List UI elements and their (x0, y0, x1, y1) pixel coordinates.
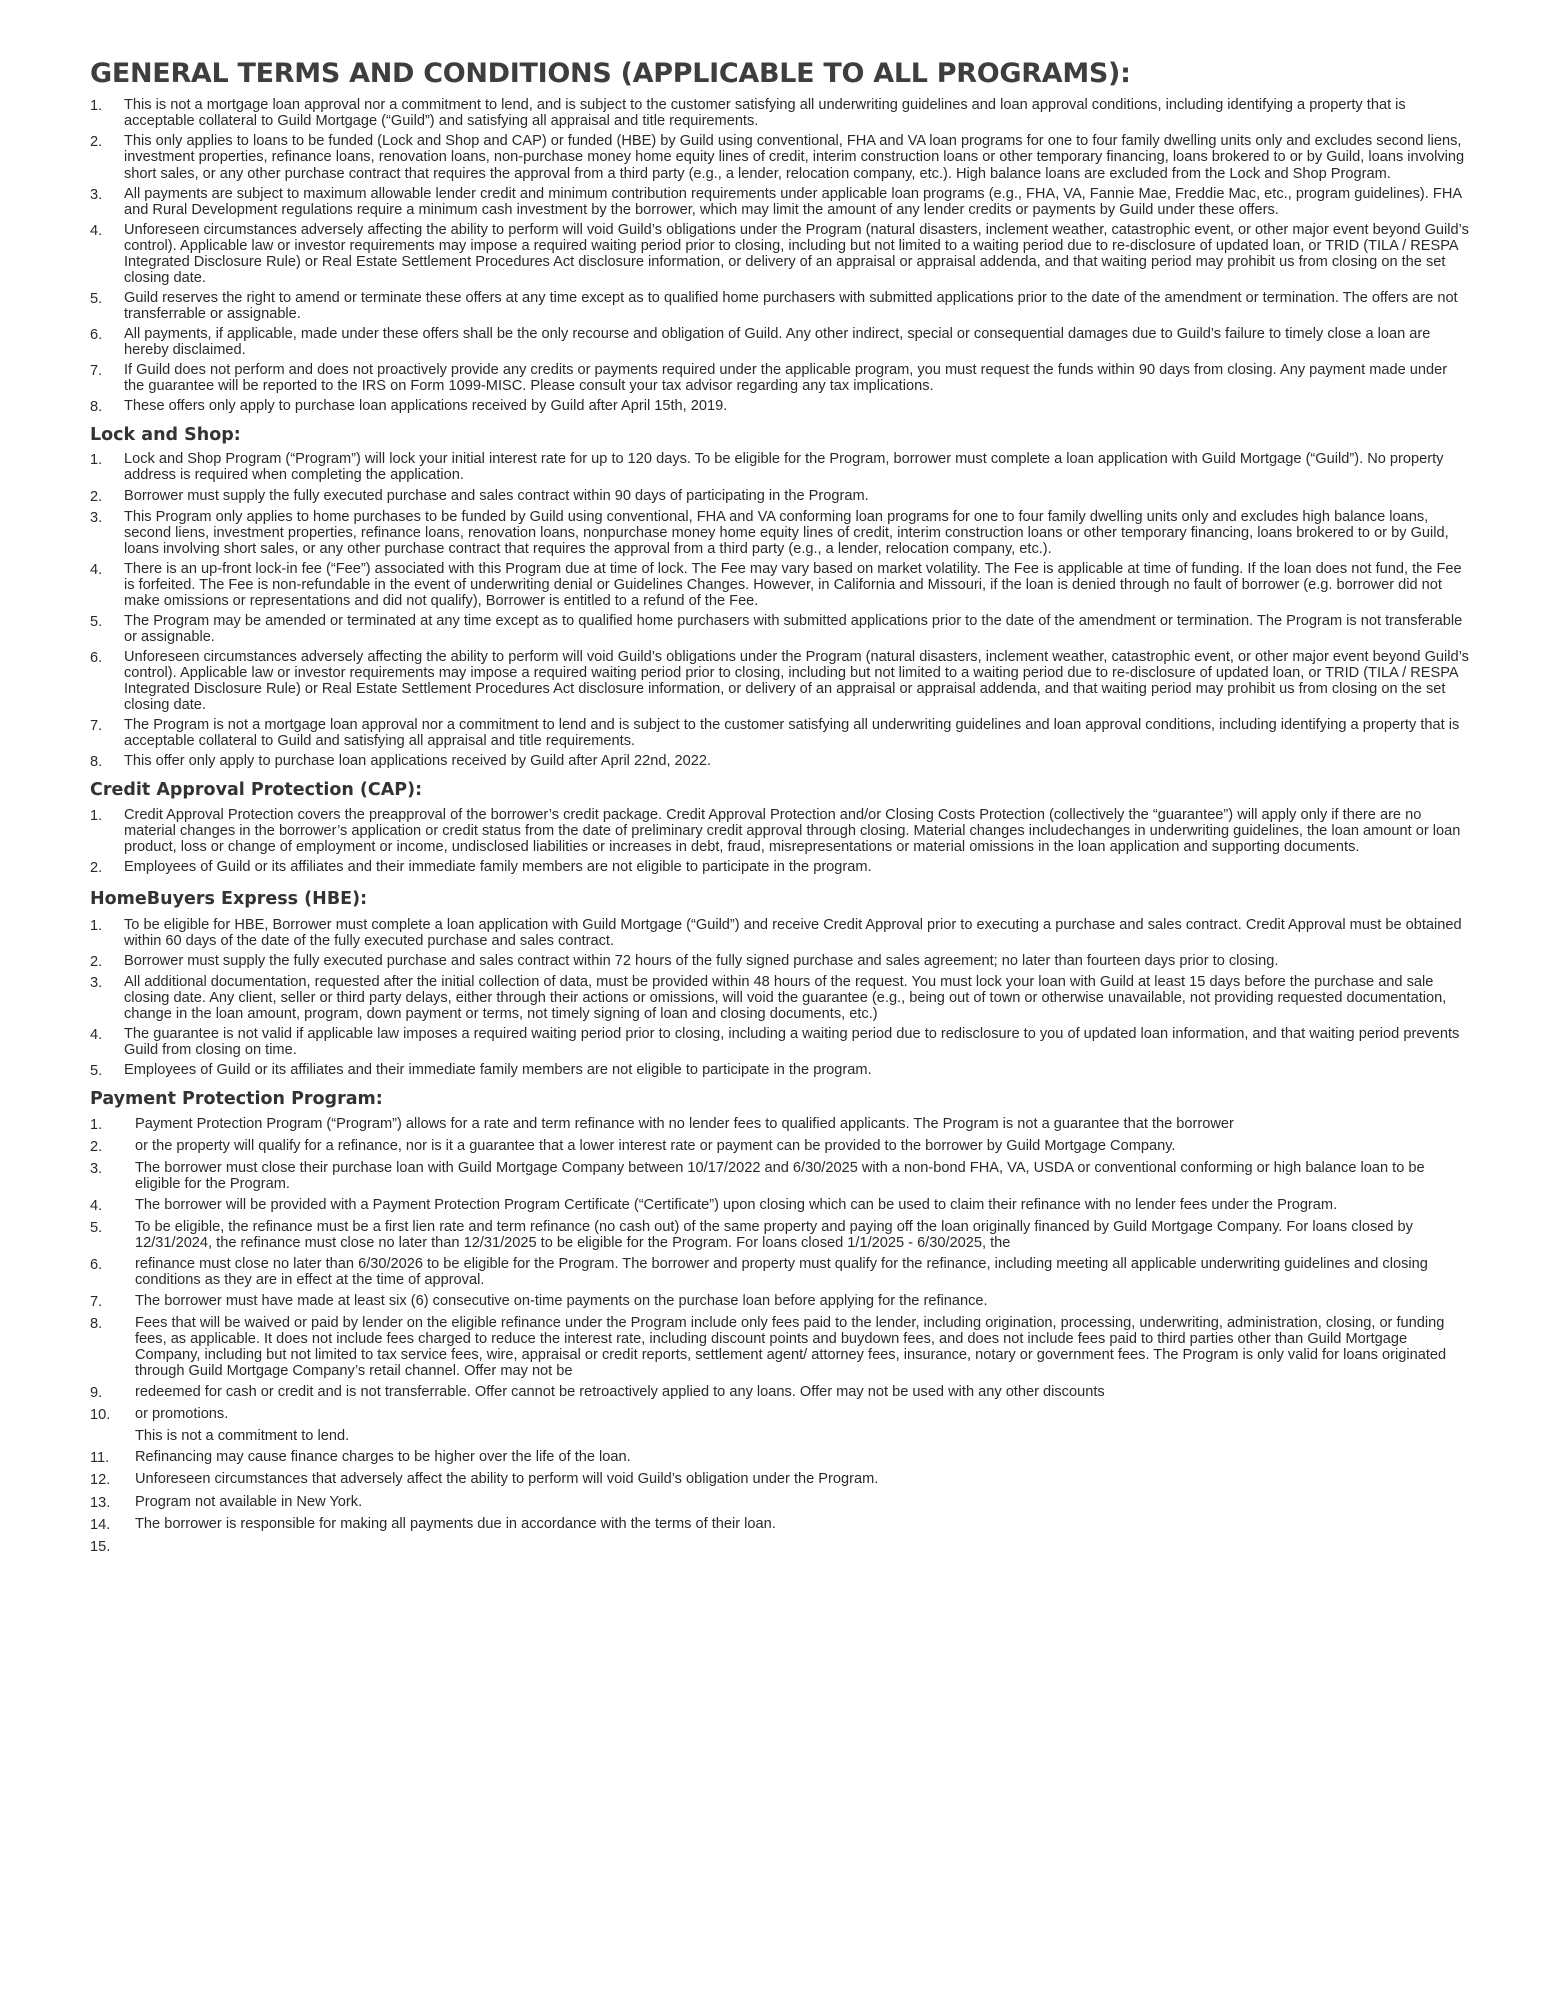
item-number: 2. (90, 134, 103, 151)
item-text: There is an up-front lock-in fee (“Fee”) associated with this Program due at time of lock. The Fee may vary based on market volatility. The Fee is applicable at time of funding. If the loan does not fund, the Fee is forfeited. The Fee is non-refundable in the event of underwriting denial or Guidelines Changes. However, in California and Missouri, if the loan is denied through no fault of borrower (e.g. borrower did not make omissions or representations and did not qualify), Borrower is entitled to a refund of the Fee. (124, 560, 1462, 609)
item-number: 3. (90, 186, 103, 203)
list-item (90, 649, 1470, 713)
item-text: redeemed for cash or credit and is not transferrable. Offer cannot be retroactively applied to any loans. Offer may not be used with any other discounts (135, 1384, 1105, 1401)
list-item (90, 451, 1470, 483)
list-item (90, 1256, 1470, 1288)
item-number: 1. (90, 98, 103, 115)
item-number: 7. (90, 718, 103, 735)
item-number: 1. (90, 452, 103, 469)
list-item (90, 133, 1470, 181)
list-item (90, 1062, 1470, 1079)
item-text: or the property will qualify for a refinance, nor is it a guarantee that a lower interest rate or payment can be provided to the borrower by Guild Mortgage Company. (135, 1137, 1176, 1154)
list-item (90, 362, 1470, 394)
item-text: This is not a commitment to lend. (135, 1428, 350, 1445)
list-item (90, 1406, 1470, 1423)
list-item (90, 717, 1470, 749)
item-number: 2. (90, 1138, 103, 1155)
item-number: 6. (90, 1256, 103, 1273)
item-text: Fees that will be waived or paid by lender on the eligible refinance under the Program include only fees paid to the lender, including origination, processing, underwriting, administration, closing, or funding fees, as applicable. It does not include fees charged to reduce the interest rate, including discount points and buydown fees, and does not include fees paid to third parties other than Guild Mortgage Company, including but not limited to tax service fees, wire, appraisal or credit reports, settlement agent/ attorney fees, insurance, notary or government fees. The Program is only valid for loans originated through Guild Mortgage Company’s retail channel. Offer may not be (135, 1315, 1447, 1380)
list-item (90, 1315, 1470, 1379)
list-item (90, 186, 1470, 218)
list-item (90, 974, 1470, 1022)
item-number: 7. (90, 1294, 103, 1311)
item-number: 4. (90, 1197, 103, 1214)
cap-heading: Credit Approval Protection (CAP): (90, 780, 423, 801)
list-item (90, 613, 1470, 645)
list-item (90, 1293, 1470, 1310)
list-item (90, 807, 1470, 855)
list-item (90, 1138, 1470, 1155)
item-number: 8. (90, 754, 103, 771)
item-number: 7. (90, 363, 103, 380)
item-number: 3. (90, 1160, 103, 1177)
list-item (90, 859, 1470, 876)
lock-and-shop-heading: Lock and Shop: (90, 425, 241, 446)
item-number: 1. (90, 917, 103, 934)
item-number: 8. (90, 1316, 103, 1333)
item-text: refinance must close no later than 6/30/2026 to be eligible for the Program. The borrower and property must qualify for the refinance, including meeting all applicable underwriting guidelines and closing conditions as they are in effect at the time of approval. (135, 1255, 1428, 1289)
list-item (90, 488, 1470, 505)
general-terms-list (90, 97, 1470, 415)
list-item (90, 1449, 1470, 1466)
item-number: 10. (90, 1407, 111, 1424)
list-item (90, 1428, 1470, 1444)
item-number: 3. (90, 509, 103, 526)
item-number: 4. (90, 222, 103, 239)
item-number: 12. (90, 1472, 111, 1489)
page-title: GENERAL TERMS AND CONDITIONS (APPLICABLE TO ALL PROGRAMS): (90, 58, 1131, 89)
item-number: 5. (90, 613, 103, 630)
item-text: This only applies to loans to be funded (Lock and Shop and CAP) or funded (HBE) by Guild using conventional, FHA and VA loan programs for one to four family dwelling units only and excludes second liens, investment properties, refinance loans, renovation loans, non-purchase money home equity lines of credit, interim construction loans or other temporary financing, loans brokered to or by Guild, loans involving short sales, or any other purchase contract that requires the approval from a third party (e.g., a lender, relocation company, etc.). High balance loans are excluded from the Lock and Shop Program. (124, 133, 1465, 182)
list-item (90, 1219, 1470, 1251)
item-text: All additional documentation, requested after the initial collection of data, must be provided within 48 hours of the request. You must lock your loan with Guild at least 15 days before the purchase and sale closing date. Any client, seller or third party delays, either through their actions or omissions, will void the guarantee (e.g., being out of town or otherwise unavailable, not providing requested documentation, change in the loan amount, program, down payment or terms, not timely signing of loan and closing documents, etc.) (124, 974, 1447, 1023)
list-item (90, 97, 1470, 129)
item-number (90, 1428, 135, 1429)
list-item (90, 1160, 1470, 1192)
item-number: 2. (90, 488, 103, 505)
item-text: The borrower must have made at least six (6) consecutive on-time payments on the purchase loan before applying for the refinance. (135, 1293, 988, 1310)
item-number: 3. (90, 975, 103, 992)
item-text: Employees of Guild or its affiliates and their immediate family members are not eligible to participate in the program. (124, 1062, 872, 1079)
list-item (90, 509, 1470, 557)
item-number: 8. (90, 399, 103, 416)
item-text: Guild reserves the right to amend or terminate these offers at any time except as to qualified home purchasers with submitted applications prior to the date of the amendment or termination. The offers are not transferrable or assignable. (124, 289, 1458, 322)
list-item (90, 1471, 1470, 1488)
item-number: 14. (90, 1516, 111, 1533)
item-number: 5. (90, 1219, 103, 1236)
item-text: Credit Approval Protection covers the preapproval of the borrower’s credit package. Credit Approval Protection and/or Closing Costs Protection (collectively the “guarantee”) will apply only if there are no material changes in the borrower’s application or credit status from the date of preliminary credit approval through closing. Material changes includechanges in underwriting guidelines, the loan amount or loan product, loss or change of employment or income, undisclosed liabilities or increases in debt, fraud, misrepresentations or material omissions in the loan application and supporting documents. (124, 806, 1461, 855)
payment-protection-list (90, 1116, 1470, 1555)
item-number: 15. (90, 1538, 111, 1555)
item-text: Unforeseen circumstances that adversely affect the ability to perform will void Guild’s obligation under the Program. (135, 1471, 879, 1488)
item-text: All payments are subject to maximum allowable lender credit and minimum contribution requirements under applicable loan programs (e.g., FHA, VA, Fannie Mae, Freddie Mac, etc., program guidelines). FHA and Rural Development regulations require a minimum cash investment by the borrower, which may limit the amount of any lender credits or payments by Guild under these offers. (124, 185, 1462, 218)
payment-protection-heading: Payment Protection Program: (90, 1089, 383, 1110)
item-number: 2. (90, 954, 103, 971)
list-item (90, 1538, 1470, 1555)
item-number: 1. (90, 807, 103, 824)
list-item (90, 1494, 1470, 1511)
list-item (90, 290, 1470, 322)
item-text: If Guild does not perform and does not proactively provide any credits or payments required under the applicable program, you must request the funds within 90 days from closing. Any payment made under the guarantee will be reported to the IRS on Form 1099-MISC. Please consult your tax advisor regarding any tax implications. (124, 362, 1448, 395)
item-text: Payment Protection Program (“Program”) allows for a rate and term refinance with no lender fees to qualified applicants. The Program is not a guarantee that the borrower (135, 1115, 1234, 1132)
item-number: 5. (90, 290, 103, 307)
item-text: The Program is not a mortgage loan approval nor a commitment to lend and is subject to the customer satisfying all underwriting guidelines and loan approval conditions, including identifying a property that is acceptable collateral to Guild and satisfying all appraisal and title requirements. (124, 717, 1460, 750)
item-text: The borrower will be provided with a Payment Protection Program Certificate (“Certificate”) upon closing which can be used to claim their refinance with no lender fees under the Program. (135, 1196, 1338, 1213)
list-item (90, 917, 1470, 949)
item-text: To be eligible, the refinance must be a first lien rate and term refinance (no cash out) of the same property and paying off the loan originally financed by Guild Mortgage Company. For loans closed by 12/31/2024, the refinance must close no later than 12/31/2025 to be eligible for the Program. For loans closed 1/1/2025 - 6/30/2025, the (135, 1218, 1413, 1251)
list-item (90, 1026, 1470, 1058)
item-text: All payments, if applicable, made under these offers shall be the only recourse and obligation of Guild. Any other indirect, special or consequential damages due to Guild’s failure to timely close a loan are hereby disclaimed. (124, 325, 1431, 358)
item-text: Borrower must supply the fully executed purchase and sales contract within 90 days of participating in the Program. (124, 487, 869, 504)
list-item (90, 1384, 1470, 1401)
item-number: 5. (90, 1063, 103, 1080)
item-number: 9. (90, 1385, 103, 1402)
item-number: 6. (90, 649, 103, 666)
item-text: This offer only apply to purchase loan applications received by Guild after April 22nd, 2022. (124, 753, 712, 770)
item-number: 11. (90, 1450, 110, 1467)
hbe-list (90, 917, 1470, 1079)
item-text: The Program may be amended or terminated at any time except as to qualified home purchasers with submitted applications prior to the date of the amendment or termination. The Program is not transferable or assignable. (124, 612, 1463, 645)
item-text: Refinancing may cause finance charges to be higher over the life of the loan. (135, 1449, 631, 1466)
item-text: To be eligible for HBE, Borrower must complete a loan application with Guild Mortgage (“Guild”) and receive Credit Approval prior to executing a purchase and sales contract. Credit Approval must be obtained within 60 days of the date of the fully executed purchase and sales contract. (124, 916, 1462, 950)
hbe-heading: HomeBuyers Express (HBE): (90, 888, 368, 909)
item-text: This Program only applies to home purchases to be funded by Guild using conventional, FHA and VA conforming loan programs for one to four family dwelling units only and excludes high balance loans, second liens, investment properties, refinance loans, renovation loans, nonpurchase money home equity lines of credit, interim construction loans or other temporary financing, loans brokered to or by Guild, loans involving short sales, or any other purchase contract that requires the approval from a third party (e.g., a lender, relocation company, etc.). (124, 508, 1449, 557)
lock-and-shop-list (90, 451, 1470, 770)
item-number: 6. (90, 326, 103, 343)
item-number: 4. (90, 561, 103, 578)
list-item (90, 1516, 1470, 1533)
list-item (90, 398, 1470, 415)
list-item (90, 753, 1470, 770)
item-text: Unforeseen circumstances adversely affecting the ability to perform will void Guild’s obligations under the Program (natural disasters, inclement weather, catastrophic event, or other major event beyond Guild’s control). Applicable law or investor requirements may impose a required waiting period prior to closing, including but not limited to a waiting period due to re-disclosure of updated loan, or TRID (TILA / RESPA Integrated Disclosure Rule) or Real Estate Settlement Procedures Act disclosure information, or delivery of an appraisal or appraisal addenda, and that waiting period may prohibit us from closing on the set closing date. (124, 648, 1469, 714)
item-text: Lock and Shop Program (“Program”) will lock your initial interest rate for up to 120 days. To be eligible for the Program, borrower must complete a loan application with Guild Mortgage (“Guild”). No property address is required when completing the application. (124, 451, 1444, 484)
cap-list (90, 807, 1470, 876)
item-text: The guarantee is not valid if applicable law imposes a required waiting period prior to closing, including a waiting period due to redisclosure to you of updated loan information, and that waiting period prevents Guild from closing on time. (124, 1026, 1460, 1059)
item-text: These offers only apply to purchase loan applications received by Guild after April 15th, 2019. (124, 398, 728, 415)
list-item (90, 222, 1470, 286)
item-text: Employees of Guild or its affiliates and their immediate family members are not eligible to participate in the program. (124, 858, 872, 875)
item-text: The borrower must close their purchase loan with Guild Mortgage Company between 10/17/2022 and 6/30/2025 with a non-bond FHA, VA, USDA or conventional conforming or high balance loan to be eligible for the Program. (135, 1159, 1425, 1192)
item-number: 2. (90, 859, 103, 876)
list-item (90, 1116, 1470, 1133)
list-item (90, 953, 1470, 970)
item-text: Unforeseen circumstances adversely affecting the ability to perform will void Guild’s obligations under the Program (natural disasters, inclement weather, catastrophic event, or other major event beyond Guild’s control). Applicable law or investor requirements may impose a required waiting period prior to closing, including but not limited to a waiting period due to re-disclosure of updated loan, or TRID (TILA / RESPA Integrated Disclosure Rule) or Real Estate Settlement Procedures Act disclosure information, or delivery of an appraisal or appraisal addenda, and that waiting period may prohibit us from closing on the set closing date. (124, 221, 1469, 286)
list-item (90, 1197, 1470, 1214)
item-number: 13. (90, 1494, 111, 1511)
item-text: or promotions. (135, 1406, 229, 1423)
item-text: The borrower is responsible for making all payments due in accordance with the terms of their loan. (135, 1515, 776, 1532)
item-text: Borrower must supply the fully executed purchase and sales contract within 72 hours of the fully signed purchase and sales agreement; no later than fourteen days prior to closing. (124, 953, 1279, 970)
item-number: 4. (90, 1027, 103, 1044)
item-number: 1. (90, 1116, 103, 1133)
terms-document (90, 60, 1470, 1560)
item-text: This is not a mortgage loan approval nor a commitment to lend, and is subject to the customer satisfying all underwriting guidelines and loan approval conditions, including identifying a property that is acceptable collateral to Guild Mortgage (“Guild”) and satisfying all appraisal and title requirements. (124, 97, 1406, 130)
item-text: Program not available in New York. (135, 1493, 363, 1510)
list-item (90, 326, 1470, 358)
list-item (90, 561, 1470, 609)
